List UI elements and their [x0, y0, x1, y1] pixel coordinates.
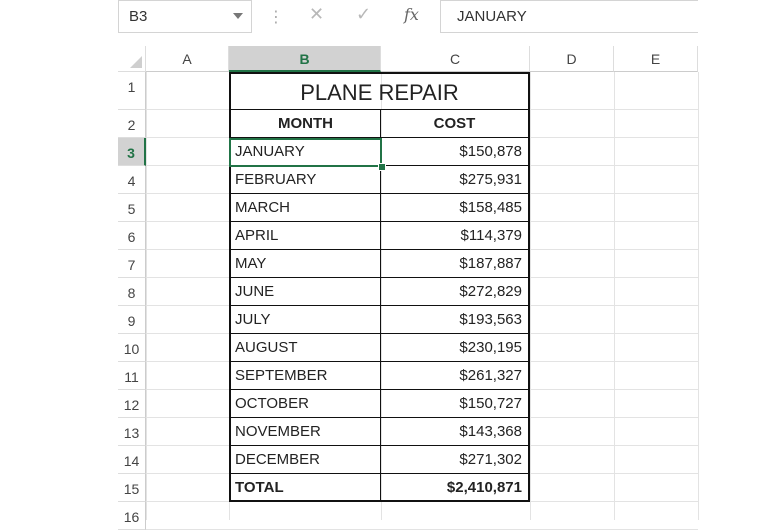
cost-cell[interactable]: $150,878 [381, 138, 530, 166]
header-month[interactable]: MONTH [229, 110, 381, 138]
cost-cell[interactable]: $114,379 [381, 222, 530, 250]
month-cell[interactable]: MARCH [229, 194, 381, 222]
cost-cell[interactable]: $193,563 [381, 306, 530, 334]
month-cell[interactable]: AUGUST [229, 334, 381, 362]
total-cost-cell[interactable]: $2,410,871 [381, 474, 530, 502]
row-header-7[interactable]: 7 [118, 250, 146, 278]
row-header-9[interactable]: 9 [118, 306, 146, 334]
gridline [146, 529, 698, 530]
row-header-2[interactable]: 2 [118, 110, 146, 138]
active-cell-border [229, 138, 382, 167]
cost-cell[interactable]: $271,302 [381, 446, 530, 474]
row-header-12[interactable]: 12 [118, 390, 146, 418]
select-all-corner[interactable] [118, 46, 146, 72]
column-header-a[interactable]: A [146, 46, 229, 72]
chevron-down-icon[interactable] [233, 13, 243, 19]
cost-cell[interactable]: $158,485 [381, 194, 530, 222]
row-header-10[interactable]: 10 [118, 334, 146, 362]
month-cell[interactable]: NOVEMBER [229, 418, 381, 446]
month-cell[interactable]: APRIL [229, 222, 381, 250]
month-cell[interactable]: DECEMBER [229, 446, 381, 474]
row-header-14[interactable]: 14 [118, 446, 146, 474]
row-header-4[interactable]: 4 [118, 166, 146, 194]
enter-icon[interactable]: ✓ [356, 4, 372, 24]
gridline [698, 72, 699, 520]
month-cell[interactable]: SEPTEMBER [229, 362, 381, 390]
insert-function-icon[interactable]: fx [404, 5, 419, 24]
table-title[interactable]: PLANE REPAIR [229, 72, 530, 110]
cost-cell[interactable]: $261,327 [381, 362, 530, 390]
row-header-16[interactable]: 16 [118, 502, 146, 530]
row-header-11[interactable]: 11 [118, 362, 146, 390]
gridline [614, 72, 615, 520]
row-header-6[interactable]: 6 [118, 222, 146, 250]
row-header-3[interactable]: 3 [118, 138, 146, 166]
cost-cell[interactable]: $150,727 [381, 390, 530, 418]
month-cell[interactable]: JUNE [229, 278, 381, 306]
cost-cell[interactable]: $275,931 [381, 166, 530, 194]
gridline [146, 72, 147, 520]
row-header-8[interactable]: 8 [118, 278, 146, 306]
fill-handle[interactable] [378, 163, 386, 171]
month-cell[interactable]: OCTOBER [229, 390, 381, 418]
column-header-d[interactable]: D [530, 46, 614, 72]
name-box[interactable] [118, 0, 252, 33]
row-header-5[interactable]: 5 [118, 194, 146, 222]
column-header-e[interactable]: E [614, 46, 698, 72]
month-cell[interactable]: MAY [229, 250, 381, 278]
gridline [530, 72, 531, 520]
name-box-value: B3 [129, 8, 148, 25]
row-header-1[interactable]: 1 [118, 72, 146, 110]
month-cell[interactable]: FEBRUARY [229, 166, 381, 194]
row-header-15[interactable]: 15 [118, 474, 146, 502]
month-cell[interactable]: JULY [229, 306, 381, 334]
more-options-icon: ⋮ [268, 9, 284, 26]
cost-cell[interactable]: $187,887 [381, 250, 530, 278]
column-header-c[interactable]: C [381, 46, 530, 72]
cost-cell[interactable]: $143,368 [381, 418, 530, 446]
cost-cell[interactable]: $272,829 [381, 278, 530, 306]
header-cost[interactable]: COST [381, 110, 530, 138]
month-cell[interactable]: JANUARY [229, 138, 381, 166]
total-label-cell[interactable]: TOTAL [229, 474, 381, 502]
formula-input[interactable] [440, 0, 698, 33]
cost-cell[interactable]: $230,195 [381, 334, 530, 362]
column-header-b[interactable]: B [229, 46, 381, 72]
formula-value: JANUARY [457, 8, 527, 25]
row-header-13[interactable]: 13 [118, 418, 146, 446]
cancel-icon[interactable]: ✕ [309, 4, 325, 24]
